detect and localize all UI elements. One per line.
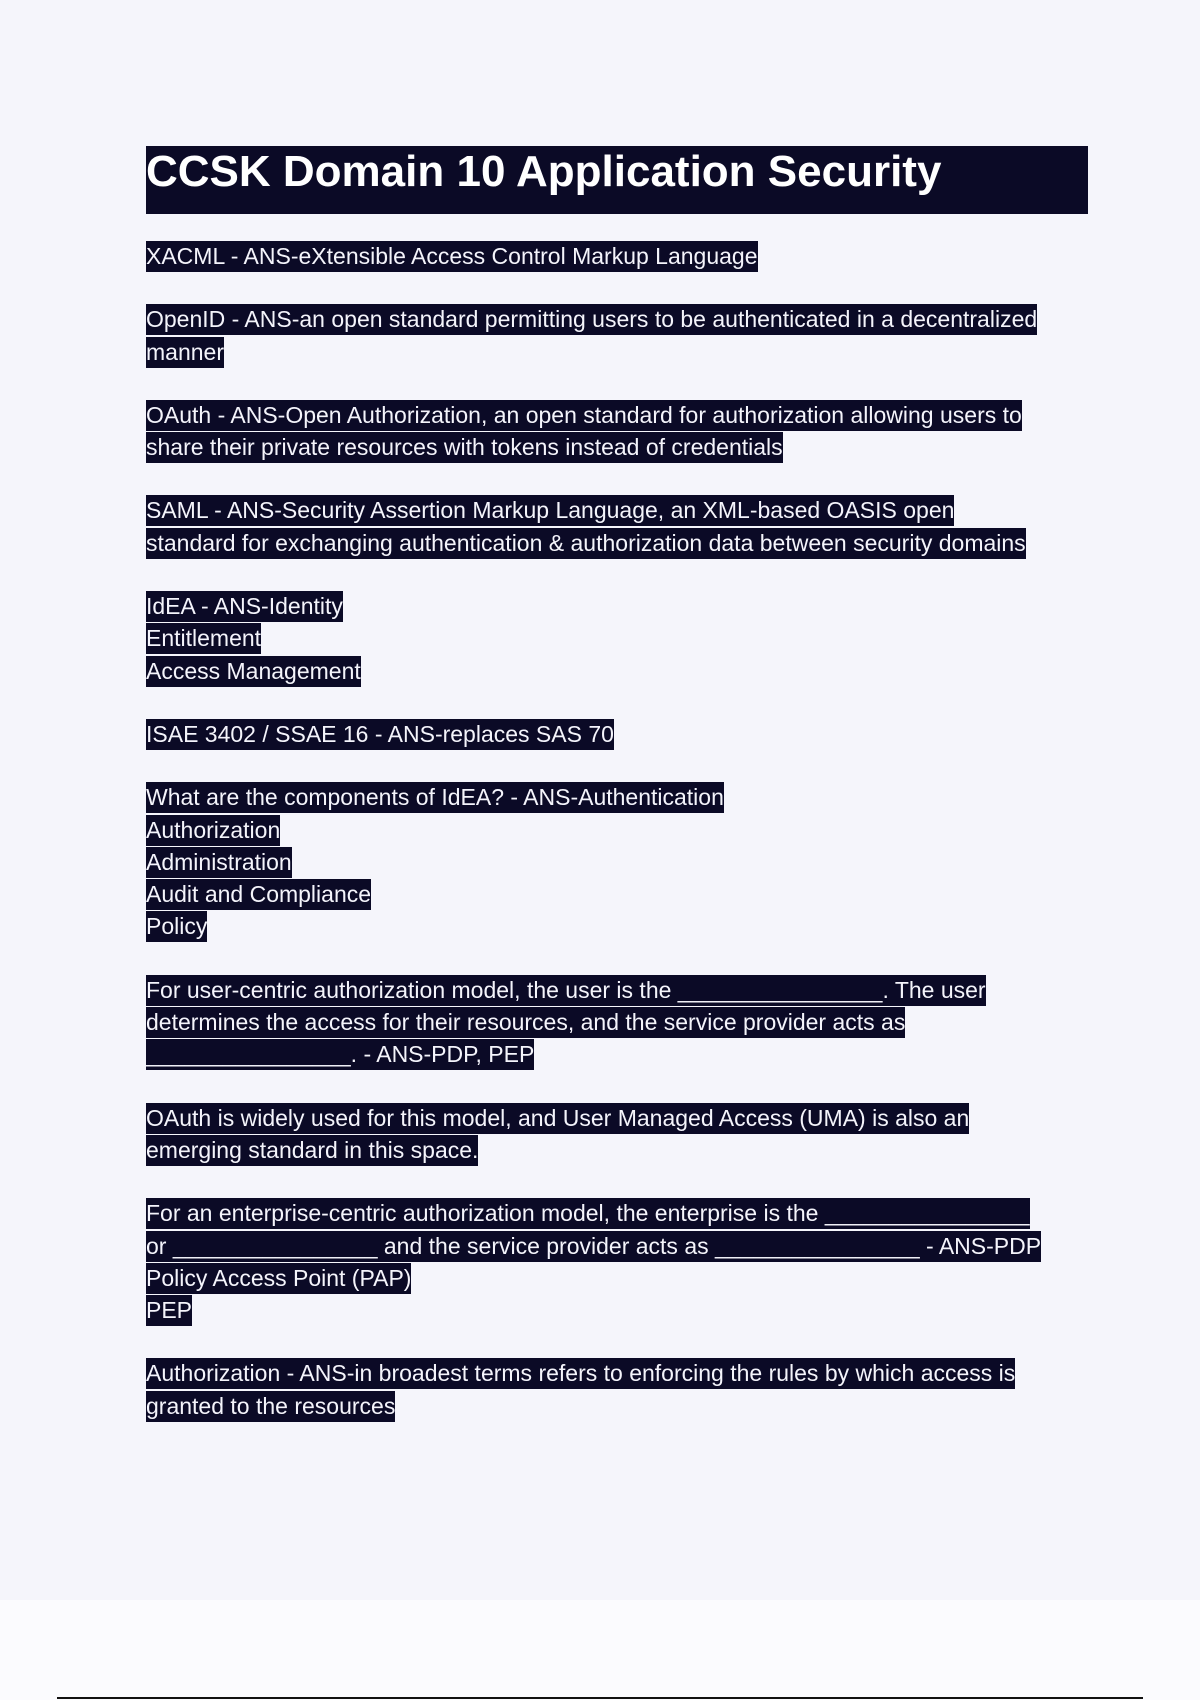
entry-line: granted to the resources xyxy=(146,1391,395,1422)
flashcard-entry xyxy=(146,494,1096,559)
entry-line: Policy Access Point (PAP) xyxy=(146,1263,411,1294)
entry-line: manner xyxy=(146,337,224,368)
entry-line: ________________. - ANS-PDP, PEP xyxy=(146,1039,534,1070)
flashcard-entry xyxy=(146,590,1096,687)
flashcard-entry xyxy=(146,718,1096,750)
entry-line: SAML - ANS-Security Assertion Markup Language, an XML-based OASIS open xyxy=(146,495,954,526)
entry-line: standard for exchanging authentication & authorization data between security domains xyxy=(146,528,1026,559)
entry-line: Administration xyxy=(146,847,292,878)
entry-line: share their private resources with tokens instead of credentials xyxy=(146,432,783,463)
entry-line: OpenID - ANS-an open standard permitting users to be authenticated in a decentralized xyxy=(146,304,1037,335)
entry-line: For user-centric authorization model, the user is the ________________. The user xyxy=(146,975,986,1006)
page-title: CCSK Domain 10 Application Security xyxy=(146,147,942,196)
entry-line: or ________________ and the service provider acts as ________________ - ANS-PDP xyxy=(146,1231,1041,1262)
entry-line: Authorization - ANS-in broadest terms refers to enforcing the rules by which access is xyxy=(146,1358,1015,1389)
page-divider xyxy=(57,1697,1143,1699)
entry-line: Entitlement xyxy=(146,623,261,654)
flashcard-entry xyxy=(146,399,1096,464)
flashcard-entry xyxy=(146,974,1096,1071)
entry-line: What are the components of IdEA? - ANS-Authentication xyxy=(146,782,724,813)
flashcard-entry xyxy=(146,1102,1096,1167)
entry-line: XACML - ANS-eXtensible Access Control Markup Language xyxy=(146,241,758,272)
flashcard-list xyxy=(146,240,1096,1453)
entry-line: Authorization xyxy=(146,815,280,846)
entry-line: Audit and Compliance xyxy=(146,879,371,910)
entry-line: Policy xyxy=(146,911,207,942)
entry-line: PEP xyxy=(146,1295,192,1326)
entry-line: OAuth is widely used for this model, and User Managed Access (UMA) is also an xyxy=(146,1103,969,1134)
flashcard-entry xyxy=(146,1357,1096,1422)
flashcard-entry xyxy=(146,781,1096,942)
flashcard-entry xyxy=(146,1197,1096,1326)
entry-line: For an enterprise-centric authorization model, the enterprise is the ________________ xyxy=(146,1198,1030,1229)
page-footer-area xyxy=(0,1600,1200,1700)
entry-line: determines the access for their resources, and the service provider acts as xyxy=(146,1007,905,1038)
entry-line: emerging standard in this space. xyxy=(146,1135,478,1166)
entry-line: IdEA - ANS-Identity xyxy=(146,591,343,622)
entry-line: Access Management xyxy=(146,656,361,687)
flashcard-entry xyxy=(146,303,1096,368)
flashcard-entry xyxy=(146,240,1096,272)
entry-line: OAuth - ANS-Open Authorization, an open standard for authorization allowing users to xyxy=(146,400,1022,431)
entry-line: ISAE 3402 / SSAE 16 - ANS-replaces SAS 70 xyxy=(146,719,614,750)
